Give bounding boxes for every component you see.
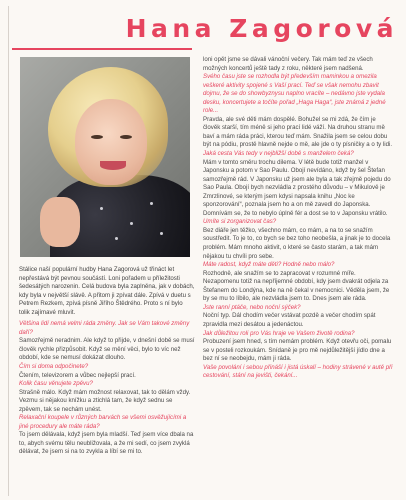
interview-answer: Čtením, televizorem a vůbec nejlepší prací. — [19, 371, 136, 379]
photo-sparkle — [130, 222, 133, 225]
left-column-items — [19, 320, 195, 457]
interview-answer: To jsem dělávala, když jsem byla mladší. Teď jsem více dbala na to, abych svému tělu neubližovala, a že mi sedí, co jsem zvyklá dělávat, že jsem si na to zvykla a líbí se mi to. — [19, 431, 194, 456]
intro-paragraph: Stálice naší populární hudby Hana Zagorová už třináct let nepřestává být pevnou součástí. Loni pořadem u příležitosti šedesátých narozenin. Celá budova byla zaplněna, jak v dobách, kdy byla v největší slávě. A přitom ji zpívat dále. Zpívá v duetu s Petrem Rezkem, zpívá písně Jiřího Štědrého. Proto s ní bylo tolik zajímavé mluvit. — [19, 266, 195, 316]
interview-question: Vaše povolání i sebou přináší i jistá úskalí – hodiny strávené v autě při cestování, stání na jevišti, čekání... — [203, 363, 393, 380]
interview-answer: Pravda, ale své děti mám dospělé. Bohužel se mi zdá, že čím je člověk starší, tím méně si jeho prací lidé váží. Na druhou stranu mě baví a mám ráda práci, kterou teď mám. Snažila jsem se celou dobu být na pódiu, prostě hlavně nejde o mě, ale jde o ty písničky a o ty lidi. — [203, 115, 393, 149]
interview-answer: Noční typ. Dál chodím večer vstávat pozdě a večer chodím spát zpravidla mezi desátou a jedenáctou. — [203, 312, 376, 328]
portrait-photo — [20, 57, 190, 257]
interview-question: Umíte si zorganizovat čas? — [203, 218, 277, 226]
photo-eye — [91, 135, 103, 139]
interview-question: Máte radost, když máte děti? Hodně nebo málo? — [203, 261, 335, 269]
right-column — [203, 56, 393, 381]
interview-answer: Bez diáře jen těžko, všechno mám, co mám, a na to se snažím soustředit. To je to, co bych se bez toho neobešla, a jinak je to docela problém. Mám mnoho aktivit, o které se často starám, a tak mám nějakou tu chvíli pro sebe. — [203, 226, 391, 260]
interview-question: Relaxační koupele v různých barvách se všemi osvěžujícími a jiné procedury ale máte ráda? — [19, 414, 187, 430]
interview-answer: loni opět jsme se dávali vánoční večery. Tak mám teď ze všech možných koncertů ještě tady z roku, některé jsem nadšená. — [203, 56, 373, 72]
interview-question: Svého času jste se rozhodla být především maminkou a omezila veškeré aktivity spojené s Vaší prací. Teď se však nemohu zbavit dojmu, že se do showbyznysu naplno vracíte – nedávno jste vydala desku, koncertujete a točíte pořad „Haga Haga“, jste známá z jedné role... — [203, 73, 386, 115]
interview-question: Čím si doma odpočinete? — [19, 363, 89, 371]
left-column — [19, 266, 195, 457]
article-title: Hana Zagorová — [125, 14, 398, 43]
interview-question: Jaká cesta Vás tedy v nejbližší době s manželem čeká? — [203, 150, 354, 158]
photo-sparkle — [100, 207, 103, 210]
interview-answer: Rozhodně, ale snažím se to zapracovat v rozumné míře. Nezapomenu totiž na nepříjemné období, kdy jsem dvakrát odjela za Štefanem do Londýna, kde na ně čekal v nemocnici. Věděla jsem, že by se mu to líbilo, ale nezvládla jsem to. Dnes jsem ale ráda. — [203, 269, 390, 303]
interview-answer: Samozřejmě neradnim. Ale když to přijde, v dnešní době se musí člověk rychle přizpůsobit. Když se mění věci, bylo to víc než období, kde se nemusí dokázat dlouho. — [19, 337, 195, 362]
photo-face — [75, 99, 147, 185]
interview-question: Jak důležitou roli pro Vás hraje ve Vašem životě rodina? — [203, 329, 355, 337]
interview-answer: Strašně málo. Když mám možnost relaxovat, tak to dělám vždy. Vezmu si nějakou knížku a ztichlá tam, že když sednu se zpěvem, tak se nechám unést. — [19, 388, 191, 413]
photo-sparkle — [160, 232, 163, 235]
title-rule — [12, 48, 192, 50]
photo-eye — [120, 135, 132, 139]
interview-answer: Probuzení jsem hned, s tím nemám problém. Když otevřu oči, pomalu se v posteli rozkoukám. Snídaně je pro mě nejdůležitější jídlo dne a bez ní se neobejdu, mám ji ráda. — [203, 338, 392, 363]
photo-sparkle — [150, 202, 153, 205]
interview-question: Jste ranní ptáče, nebo noční sýček? — [203, 303, 301, 311]
photo-sparkle — [115, 237, 118, 240]
right-column-items — [203, 56, 393, 381]
photo-hand — [40, 197, 80, 247]
interview-question: Kolik času věnujete zpěvu? — [19, 380, 93, 388]
interview-answer: Mám v tomto směru trochu dilema. V létě bude totiž manžel v Japonsku a potom v Sao Paulu. Obojí nevídáno, když by šel Štefan samozřejmě rád. V Japonsku už jsem ale byla a tak zřejmě pojedu do Sao Paula. Obojí bych nezvládla z prostého důvodu – v Mikulově je Zmrzlinové, se kterým jsem kdysi napsala knihu „Noc ke sponzorování“, poznala jsem ho a on mě zavedl do Japonska. Domnívám se, že to nebylo úplně fér a dost se to v Japonsku vrátilo. — [203, 158, 391, 217]
photo-lips — [100, 161, 126, 170]
interview-question: Většina lidí nemá velmi ráda změny. Jak se Vám takové změny daří? — [19, 320, 190, 336]
